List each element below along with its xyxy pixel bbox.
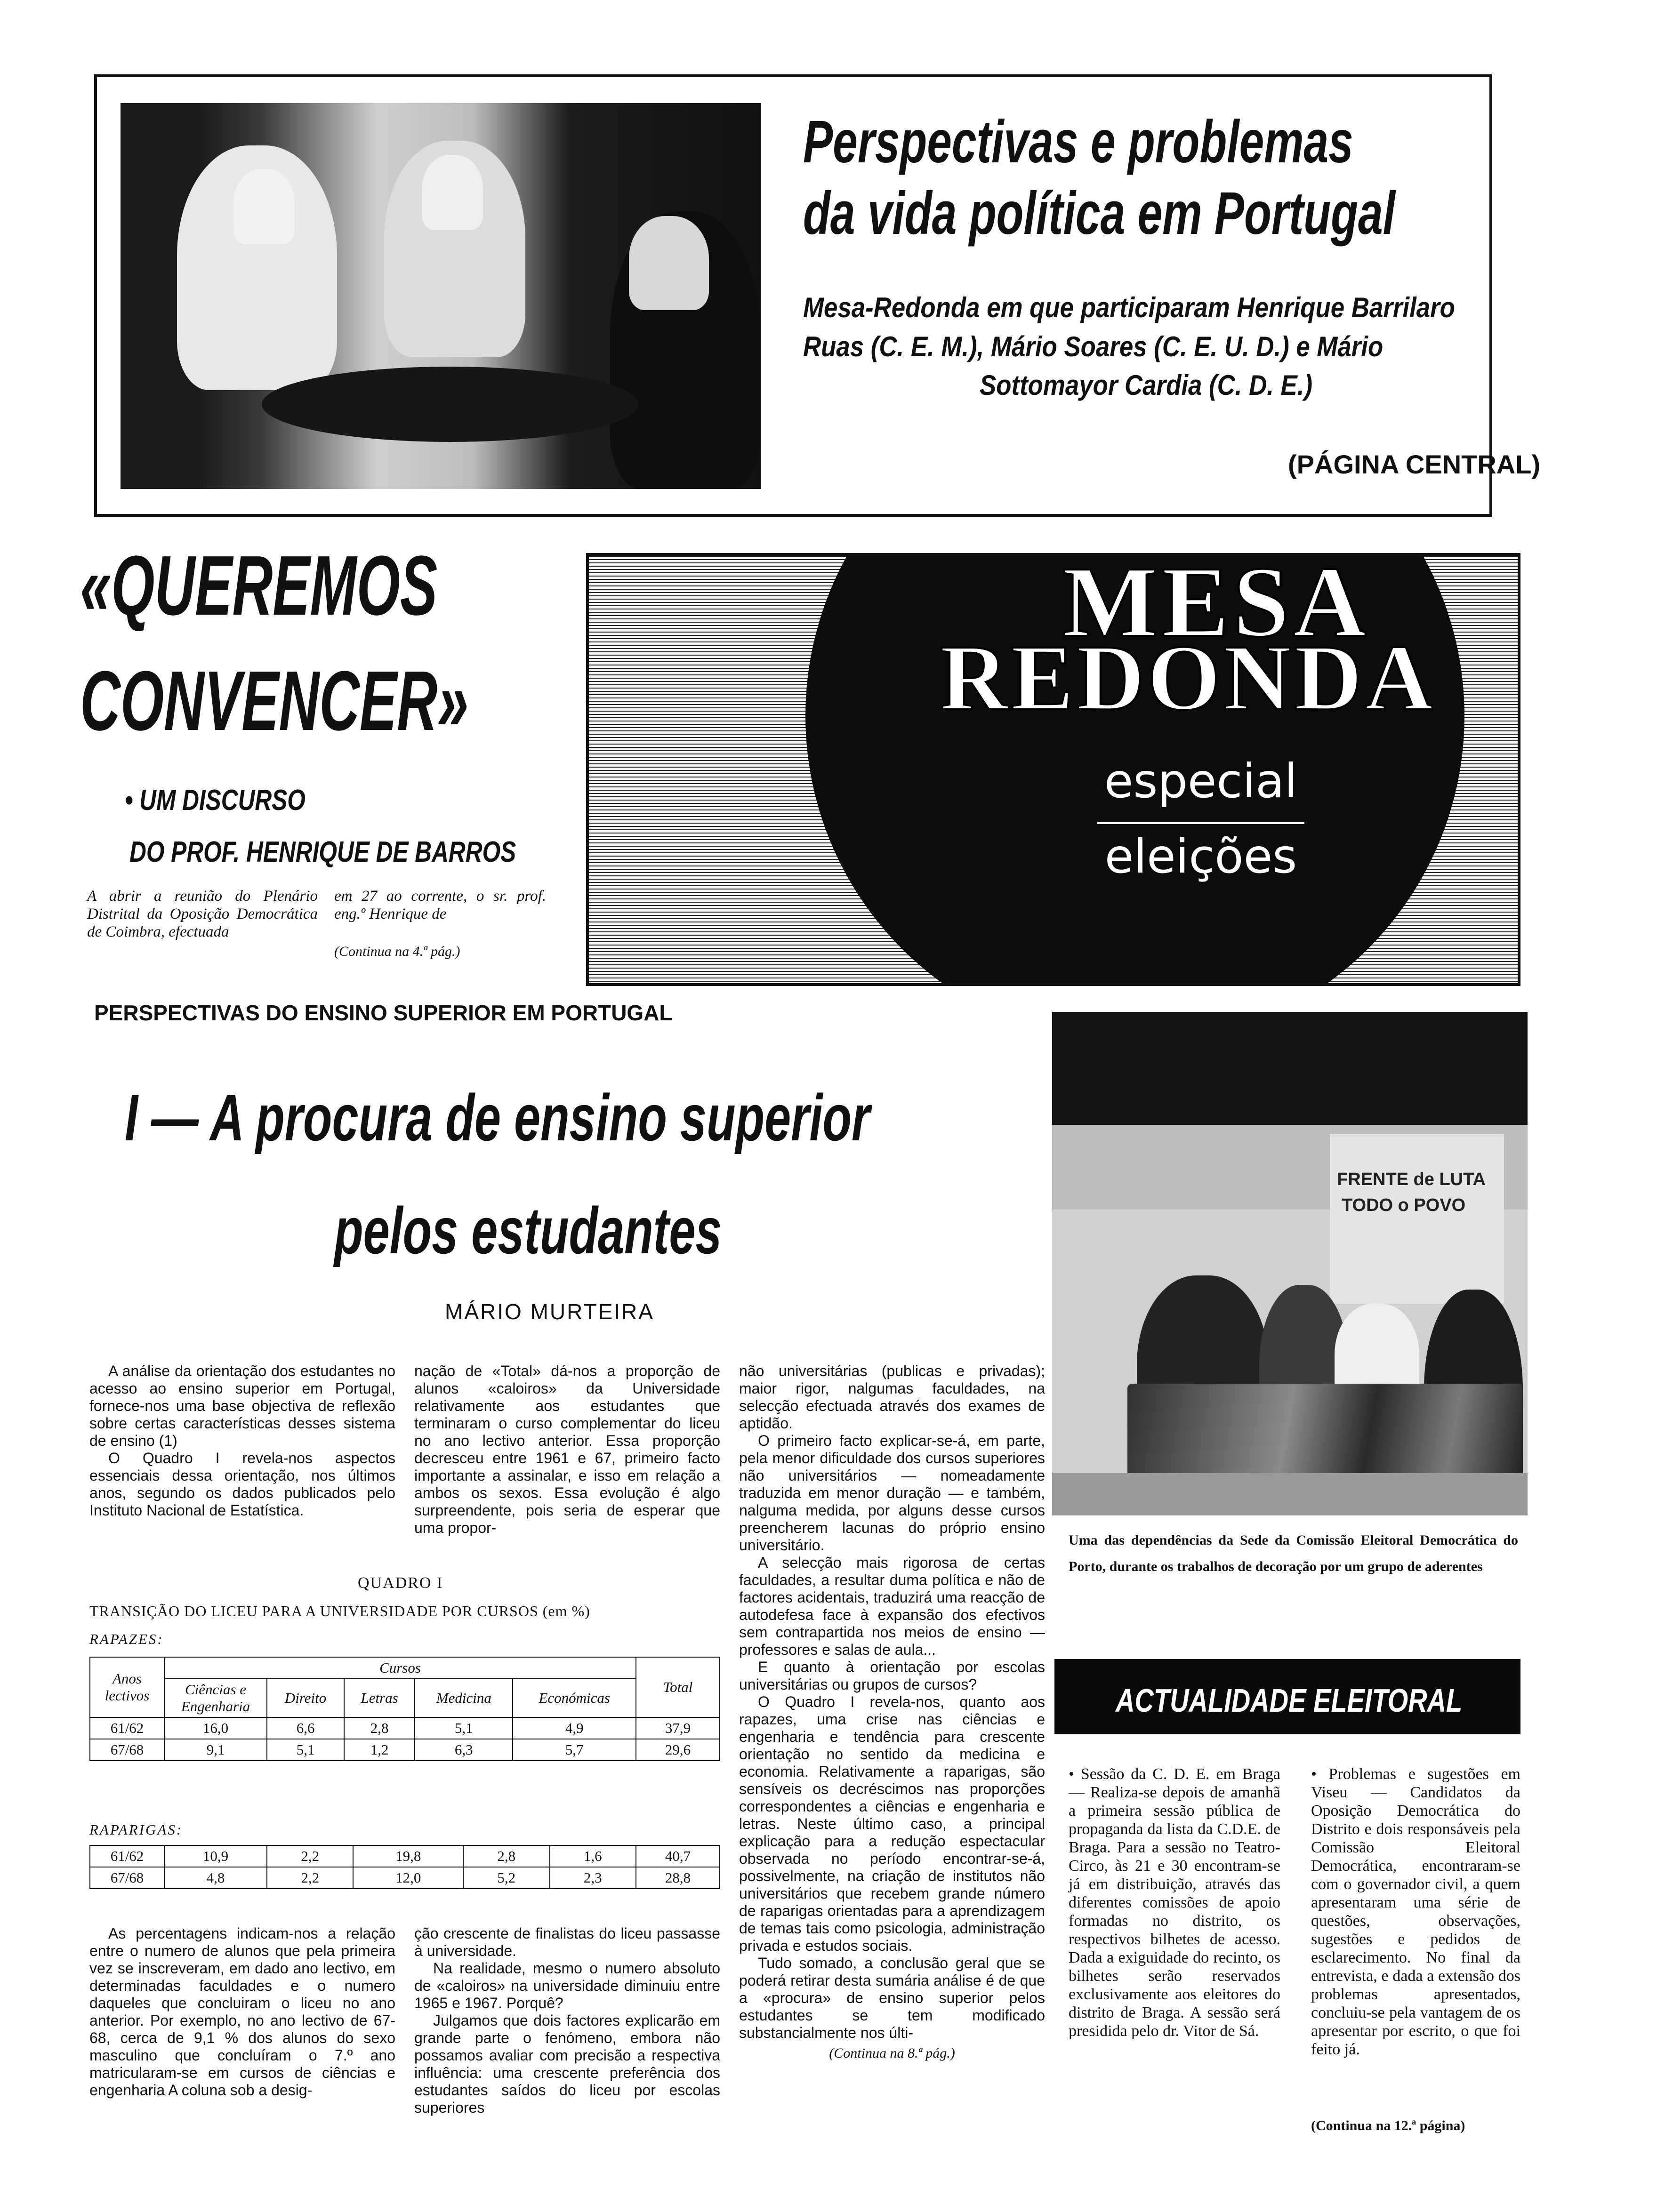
low2-para2: Na realidade, mesmo o numero absoluto de «caloiros» na universidade diminuiu entre 1965 e 1967. Porquê? (414, 1960, 720, 2012)
cell: 2,2 (267, 1867, 353, 1889)
photo2-caption: Uma das dependências da Sede da Comissão Eleitoral Democrática do Porto, durante os trabalhos de decoração por um grupo de aderentes (1069, 1532, 1518, 1574)
article-col1 (89, 1362, 395, 1519)
cell: 19,8 (353, 1845, 463, 1867)
wall-banner (1330, 1134, 1504, 1304)
actual-left-item: • Sessão da C. D. E. em Braga — Realiza-se depois de amanhã a primeira sessão pública de propaganda da lista da C.D.E. de Braga. Para a sessão no Teatro-Circo, às 21 e 30 encontram-se já em distribuição, através das diferentes comissões de apoio formadas no distrito, os respectivos bilhetes de acesso. Dada a exiguidade do recinto, os bilhetes serão reservados exclusivamente aos eleitores do distrito de Braga. A sessão será presidida pelo dr. Vitor de Sá. (1069, 1765, 1280, 2040)
cell: 9,1 (164, 1739, 267, 1761)
cell: 29,6 (636, 1739, 720, 1761)
col2-para1: nação de «Total» dá-nos a proporção de alunos «caloiros» da Universidade relativamente aos estudantes que terminaram o curso complementar do liceu no ano lectivo anterior. Essa proporção decresceu entre 1961 e 67, primeiro facto importante a assinalar, e isso em relação a ambos os sexos. Essa evolução é algo surpreendente, pois seria de esperar que uma propor- (414, 1362, 720, 1536)
cell: 61/62 (90, 1845, 164, 1867)
hero-sub-line1: Mesa-Redonda em que participaram Henrique Barrilaro (803, 292, 1455, 323)
th-total: Total (636, 1657, 720, 1717)
table-row (90, 1867, 720, 1889)
cell: 5,1 (267, 1739, 344, 1761)
col3-para1: não universitárias (publicas e privadas); maior rigor, nalgumas faculdades, na selecção efectuada através dos exames de aptidão. (739, 1362, 1045, 1432)
banner-line1: MESA (1062, 553, 1370, 658)
table-row (90, 1845, 720, 1867)
cell: 12,0 (353, 1867, 463, 1889)
cde-porto-photo (1052, 1012, 1528, 1515)
banner-rule (1097, 822, 1304, 824)
col3-continua: (Continua na 8.ª pág.) (829, 2045, 955, 2061)
th-direito: Direito (267, 1679, 344, 1717)
hero-title-line1: Perspectivas e problemas (803, 108, 1353, 176)
th-economicas: Económicas (513, 1679, 636, 1717)
cell: 5,2 (463, 1867, 549, 1889)
quadro-label: QUADRO I (358, 1574, 443, 1592)
table-row (90, 1739, 720, 1761)
speech-headline-1: «QUEREMOS (80, 538, 438, 633)
hero-photo (121, 103, 761, 489)
quadro-raparigas-label: RAPARIGAS: (89, 1821, 183, 1838)
quadro-table-rapazes (89, 1657, 720, 1761)
quadro-table-raparigas (89, 1845, 720, 1889)
speech-kicker-2: DO PROF. HENRIQUE DE BARROS (129, 836, 516, 868)
cell: 5,1 (415, 1717, 513, 1739)
th-anos: Anos lectivos (90, 1657, 164, 1717)
speech-kicker-1: • UM DISCURSO (125, 784, 306, 817)
hero-title-line2: da vida política em Portugal (803, 180, 1395, 247)
cell: 61/62 (90, 1717, 164, 1739)
col1-para1: A análise da orientação dos estudantes no acesso ao ensino superior em Portugal, fornece-nos uma base objectiva de reflexão sobre certas características desses sistema de ensino (1) (89, 1362, 395, 1449)
hero-sub-line2: Ruas (C. E. M.), Mário Soares (C. E. U. D.) e Mário (803, 331, 1384, 362)
actual-continua: (Continua na 12.ª página) (1311, 2118, 1465, 2133)
cell: 4,8 (164, 1867, 267, 1889)
th-letras: Letras (344, 1679, 415, 1717)
low2-para1: ção crescente de finalistas do liceu passasse à universidade. (414, 1925, 720, 1959)
cell: 2,3 (550, 1867, 636, 1889)
actual-right-item: • Problemas e sugestões em Viseu — Candidatos da Oposição Democrática do Distrito e dois responsáveis pela Comissão Eleitoral Democrática, encontraram-se com o governador civil, a quem apresentaram uma série de questões, observações, sugestões e pedidos de esclarecimento. No final da entrevista, e dada a extensão dos problemas apresentados, concluiu-se pela vantagem de os apresentar por escrito, o que foi feito já. (1311, 1765, 1520, 2058)
banner-line4: eleições (1104, 829, 1297, 884)
th-medicina: Medicina (415, 1679, 513, 1717)
cell: 1,6 (550, 1845, 636, 1867)
mesa-redonda-banner (586, 553, 1520, 986)
th-cursos: Cursos (164, 1657, 636, 1679)
cell: 1,2 (344, 1739, 415, 1761)
col3-para6: Tudo somado, a conclusão geral que se poderá retirar desta sumária análise é de que a «procura» de ensino superior pelos estudantes se tem modificado substancialmente nos últi- (739, 1955, 1045, 2041)
speech-lead-left: A abrir a reunião do Plenário Distrital da Oposição Democrática de Coimbra, efectuada (87, 888, 318, 940)
speech-lead-right: em 27 ao corrente, o sr. prof. eng.º Henrique de (334, 888, 546, 922)
hero-page-ref: (PÁGINA CENTRAL) (1288, 449, 1541, 479)
low1-para1: As percentagens indicam-nos a relação entre o numero de alunos que pela primeira vez se inscreveram, em dado ano lectivo, em determinadas faculdades e o numero daqueles que concluiram o liceu no ano anterior. Por exemplo, no ano lectivo de 67-68, cerca de 9,1 % dos alunos do sexo masculino que concluíram o 7.º ano matricularam-se em cursos de ciências e engenharia A coluna sob a desig- (89, 1925, 395, 2099)
low2-para3: Julgamos que dois factores explicarão em grande parte o fenómeno, embora não possamos avaliar com precisão a respectiva influência: uma crescente preferência dos estudantes saídos do liceu por escolas superiores (414, 2012, 720, 2116)
cell: 67/68 (90, 1867, 164, 1889)
quadro-title: TRANSIÇÃO DO LICEU PARA A UNIVERSIDADE POR CURSOS (em %) (89, 1603, 590, 1619)
col1-para2: O Quadro I revela-nos aspectos essenciais dessa orientação, nos últimos anos, segundo os dados publicados pelo Instituto Nacional de Estatística. (89, 1450, 395, 1519)
cell: 6,6 (267, 1717, 344, 1739)
hero-sub-line3: Sottomayor Cardia (C. D. E.) (980, 369, 1313, 401)
cell: 6,3 (415, 1739, 513, 1761)
cell: 28,8 (636, 1867, 720, 1889)
col3-para2: O primeiro facto explicar-se-á, em parte, pela menor dificuldade dos cursos superiores não universitários — nomeadamente traduzida em menor duração — e também, nalguma medida, por alguns desse cursos preencherem lacunas do próprio ensino universitário. (739, 1432, 1045, 1554)
cell: 2,2 (267, 1845, 353, 1867)
speech-headline-2: CONVENCER» (80, 654, 469, 748)
quadro-rapazes-label: RAPAZES: (89, 1631, 164, 1647)
article-low-col2 (414, 1925, 720, 2116)
cell: 37,9 (636, 1717, 720, 1739)
wall-banner-text-2: TODO o POVO (1342, 1195, 1466, 1215)
article-title-line2: pelos estudantes (334, 1194, 722, 1267)
article-author: MÁRIO MURTEIRA (445, 1299, 654, 1324)
cell: 2,8 (463, 1845, 549, 1867)
article-col3 (739, 1362, 1045, 2062)
actualidade-header-box (1054, 1659, 1520, 1734)
table-row (90, 1717, 720, 1739)
cell: 2,8 (344, 1717, 415, 1739)
cell: 40,7 (636, 1845, 720, 1867)
wall-banner-text-1: FRENTE de LUTA (1337, 1170, 1486, 1189)
col3-para4: E quanto à orientação por escolas universitárias ou grupos de cursos? (739, 1659, 1045, 1693)
cell: 4,9 (513, 1717, 636, 1739)
article-section: PERSPECTIVAS DO ENSINO SUPERIOR EM PORTUGAL (94, 1001, 673, 1025)
speech-continua: (Continua na 4.ª pág.) (334, 944, 460, 959)
actualidade-header: ACTUALIDADE ELEITORAL (1116, 1682, 1463, 1719)
article-low-col1 (89, 1925, 395, 2099)
cell: 5,7 (513, 1739, 636, 1761)
th-ciencias: Ciências e Engenharia (164, 1679, 267, 1717)
col3-para3: A selecção mais rigorosa de certas faculdades, a resultar duma política e não de factores acidentais, traduzirá uma reacção de autodefesa face à expansão dos efectivos sem contrapartida nos meios de ensino — professores e salas de aula... (739, 1554, 1045, 1658)
cell: 16,0 (164, 1717, 267, 1739)
col3-para5: O Quadro I revela-nos, quanto aos rapazes, uma crise nas ciências e engenharia e tendência para crescente orientação no sentido da medicina e economia. Relativamente a raparigas, são sensíveis os decréscimos nas proporções correspondentes a ciências e engenharia e letras. Neste último caso, a principal explicação para a redução espectacular observada no período encontrar-se-á, possivelmente, na criação de institutos não universitários que recebem grande número de raparigas orientadas para a aprendizagem de temas tais como psicologia, administração privada e estudos sociais. (739, 1693, 1045, 1954)
hero-box (94, 74, 1541, 517)
article-col2 (414, 1362, 720, 1537)
banner-line2: REDONDA (940, 626, 1436, 730)
banner-line3: especial (1104, 753, 1298, 809)
article-title-line1: I — A procura de ensino superior (125, 1081, 870, 1154)
cell: 10,9 (164, 1845, 267, 1867)
cell: 67/68 (90, 1739, 164, 1761)
